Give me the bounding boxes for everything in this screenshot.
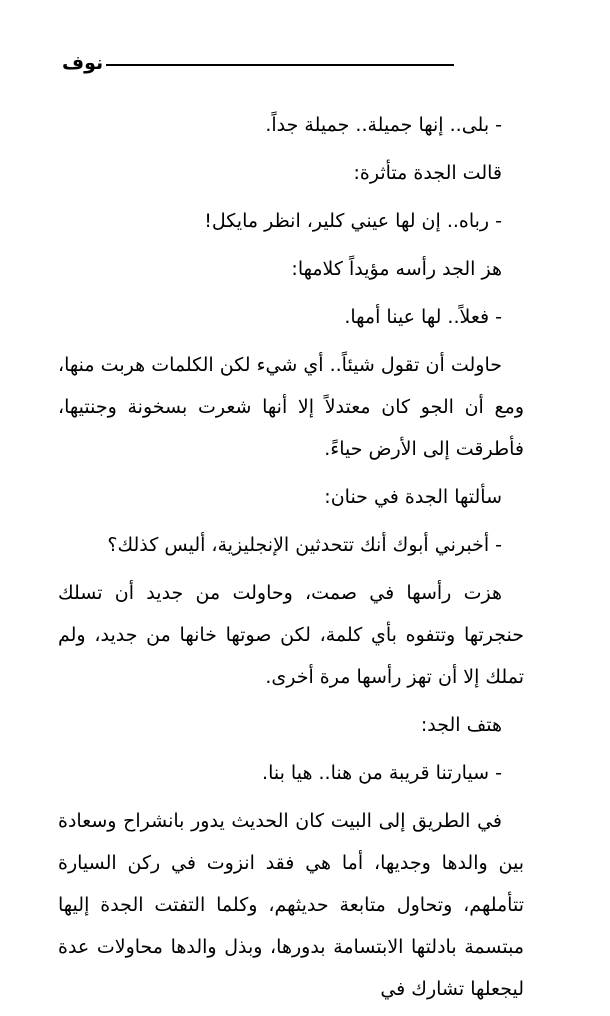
- paragraph: - سيارتنا قريبة من هنا.. هيا بنا.: [262, 762, 502, 784]
- header-rule: [106, 64, 454, 66]
- paragraph: - فعلاً.. لها عينا أمها.: [344, 306, 502, 328]
- paragraph: في الطريق إلى البيت كان الحديث يدور بانشراح وسعادة بين والدها وجديها، أما هي فقد انزوت في ركن السيارة تتأملهم، وتحاول متابعة حديثهم، وكلما التفتت الجدة إليها مبتسمة بادلتها الابتسامة بدورها، وبذل والدها محاولات عدة ليجعلها تشارك في: [58, 810, 524, 1000]
- paragraph: - رباه.. إن لها عيني كلير، انظر مايكل!: [204, 210, 502, 232]
- paragraph: حاولت أن تقول شيئاً.. أي شيء لكن الكلمات هربت منها، ومع أن الجو كان معتدلاً إلا أنها شعرت بسخونة وجنتيها، فأطرقت إلى الأرض حياءً.: [58, 354, 524, 460]
- paragraph: هتف الجد:: [420, 714, 502, 736]
- paragraph: - بلى.. إنها جميلة.. جميلة جداً.: [265, 114, 502, 136]
- header-title: نوف: [62, 52, 104, 74]
- paragraph: سألتها الجدة في حنان:: [324, 486, 502, 508]
- paragraph: هز الجد رأسه مؤيداً كلامها:: [291, 258, 502, 280]
- paragraph: هزت رأسها في صمت، وحاولت من جديد أن تسلك حنجرتها وتتفوه بأي كلمة، لكن صوتها خانها من جديد، ولم تملك إلا أن تهز رأسها مرة أخرى.: [58, 582, 524, 688]
- paragraph: - أخبرني أبوك أنك تتحدثين الإنجليزية، أليس كذلك؟: [107, 534, 502, 556]
- running-header: [62, 48, 462, 78]
- paragraph: قالت الجدة متأثرة:: [353, 162, 502, 184]
- body-text: [58, 104, 524, 1016]
